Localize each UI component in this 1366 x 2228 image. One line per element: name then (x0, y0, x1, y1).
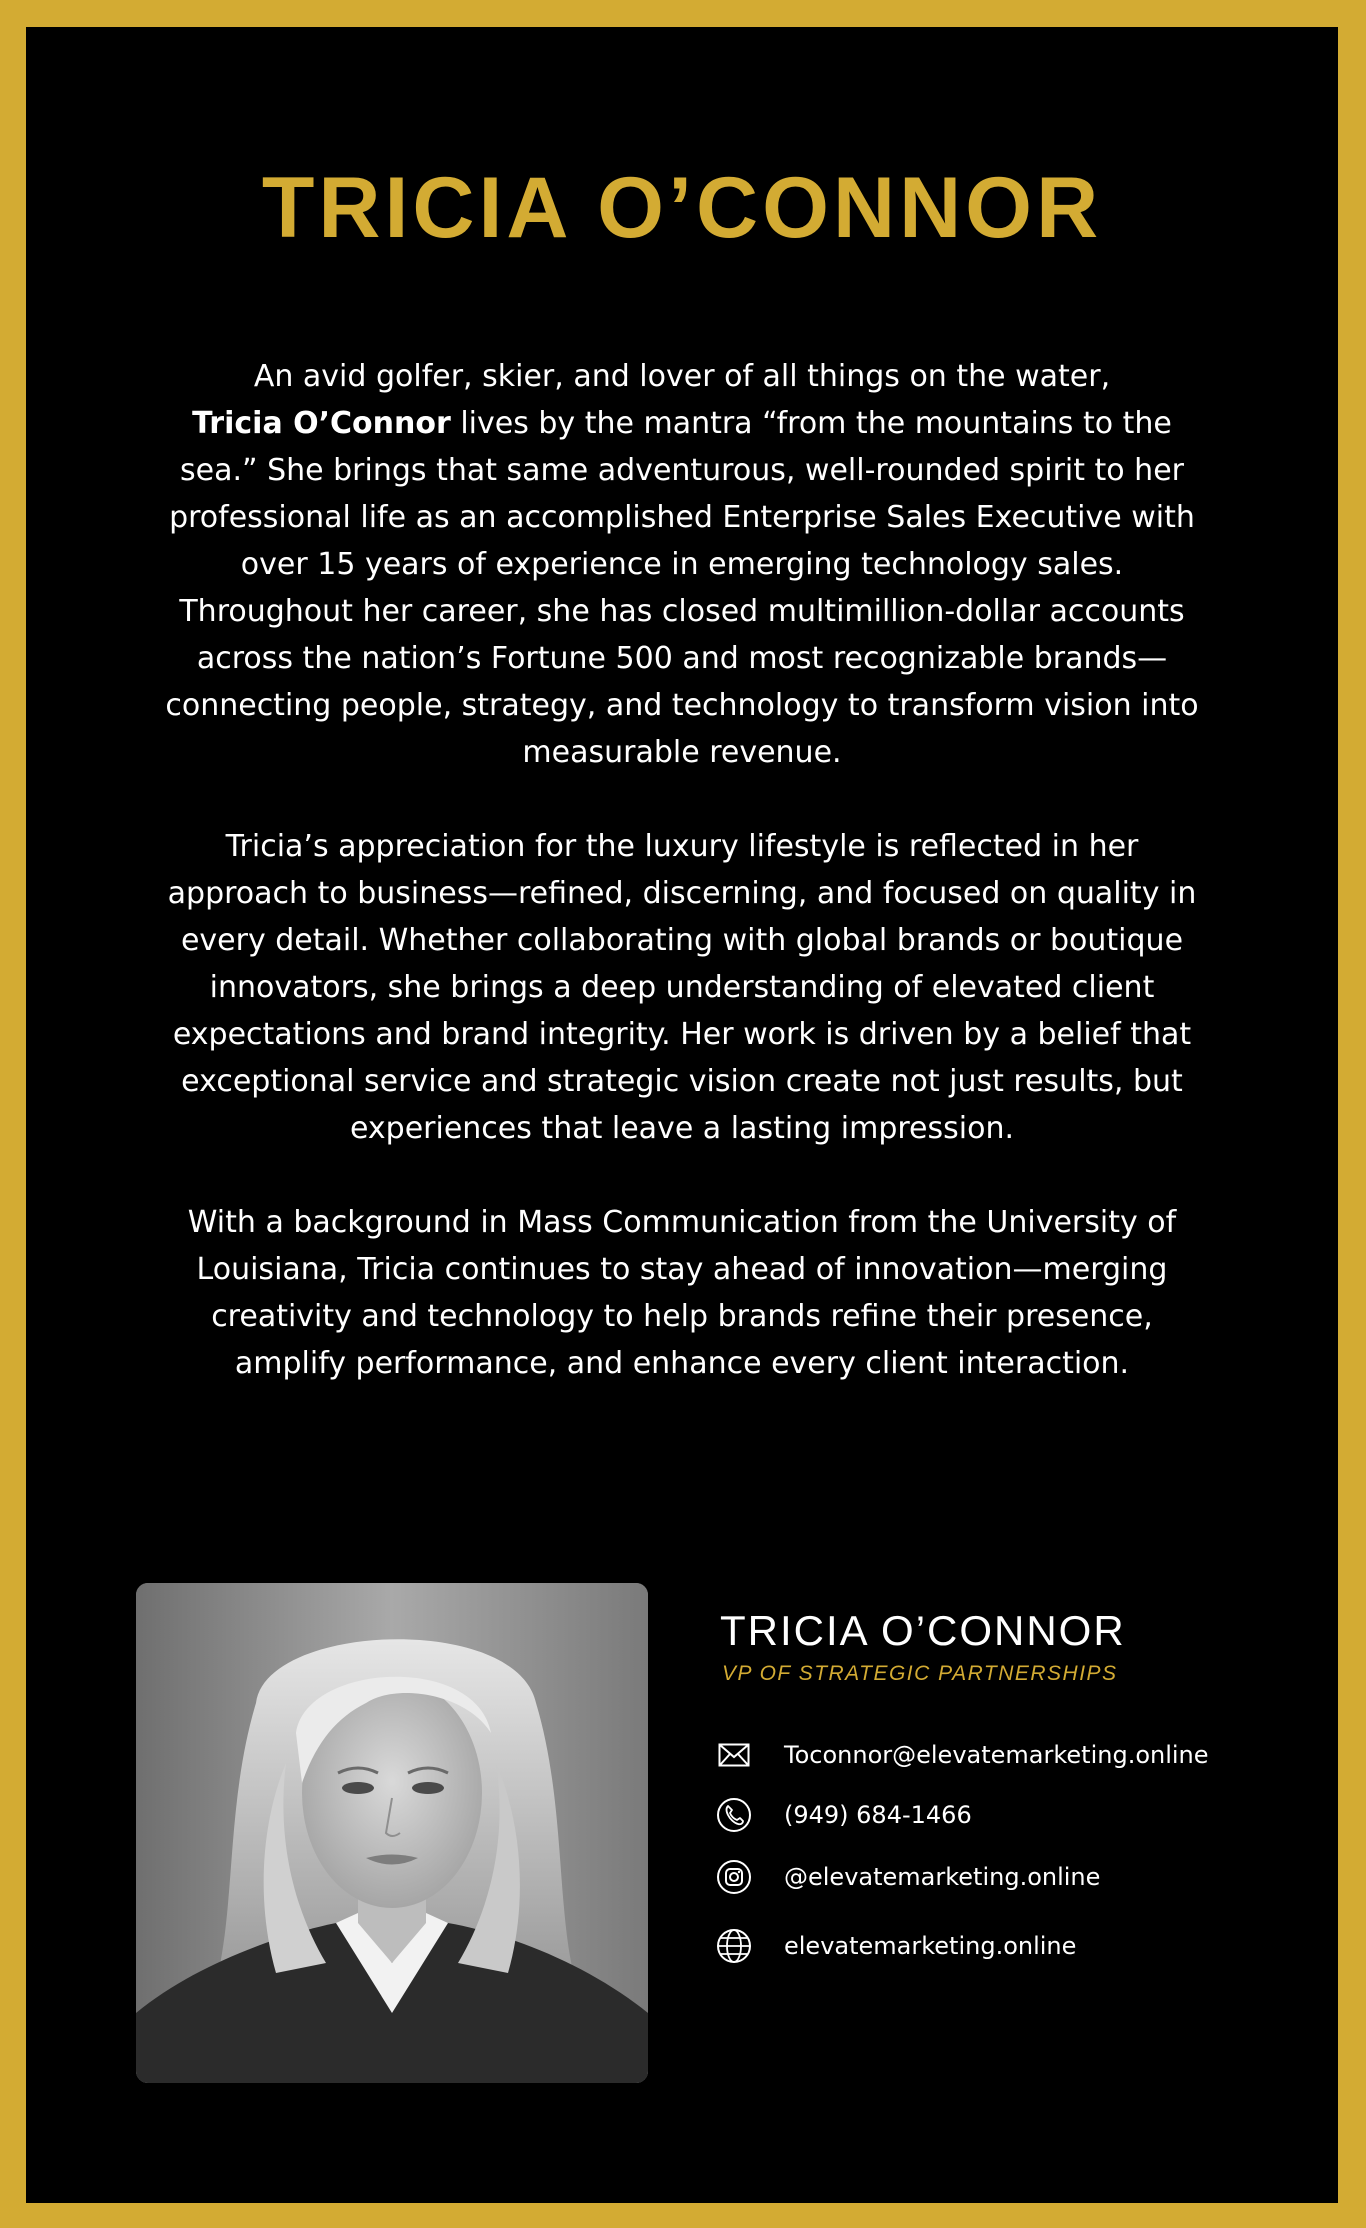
bio-p1-body: lives by the mantra “from the mountains to the sea.” She brings that same adventurous, well-rounded spirit to her professional life as an accomplished Enterprise Sales Executive with over 15 years of experience in emerging technology sales. Throughout her career, she has closed multimillion-dollar accounts across the nation’s Fortune 500 and most recognizable brands—connecting people, strategy, and technology to transform vision into measurable revenue. (165, 406, 1199, 770)
contact-phone-text: (949) 684-1466 (784, 1801, 972, 1829)
contact-instagram[interactable] (714, 1857, 1100, 1897)
page-title: TRICIA O’CONNOR (261, 160, 1103, 256)
bio-p1-intro: An avid golfer, skier, and lover of all things on the water, (253, 359, 1111, 394)
bio-p1-name: Tricia O’Connor (192, 406, 451, 441)
mail-icon (714, 1735, 754, 1775)
contact-email[interactable] (714, 1735, 1209, 1775)
phone-icon (714, 1795, 754, 1835)
bio-paragraph-1 (156, 353, 1208, 776)
bio-paragraph-2: Tricia’s appreciation for the luxury lifestyle is reflected in her approach to business—refined, discerning, and focused on quality in every detail. Whether collaborating with global brands or boutique innovators, she brings a deep understanding of elevated client expectations and brand integrity. Her work is driven by a belief that exceptional service and strategic vision create not just results, but experiences that leave a lasting impression. (167, 829, 1197, 1146)
card-role: VP OF STRATEGIC PARTNERSHIPS (722, 1662, 1118, 1685)
card-name: TRICIA O’CONNOR (720, 1607, 1126, 1654)
contact-instagram-text: @elevatemarketing.online (784, 1863, 1101, 1891)
globe-icon (714, 1926, 754, 1966)
contact-website[interactable] (714, 1926, 1076, 1966)
bio-paragraph-3: With a background in Mass Communication from the University of Louisiana, Tricia continues to stay ahead of innovation—merging creativity and technology to help brands refine their presence, amplify performance, and enhance every client interaction. (187, 1205, 1177, 1381)
page-frame (26, 27, 1338, 2203)
contact-website-text: elevatemarketing.online (784, 1932, 1077, 1960)
instagram-icon (714, 1857, 754, 1897)
bio-section (156, 353, 1208, 1387)
contact-phone[interactable] (714, 1795, 972, 1835)
portrait-photo (136, 1583, 648, 2083)
contact-email-text: Toconnor@elevatemarketing.online (784, 1741, 1209, 1769)
